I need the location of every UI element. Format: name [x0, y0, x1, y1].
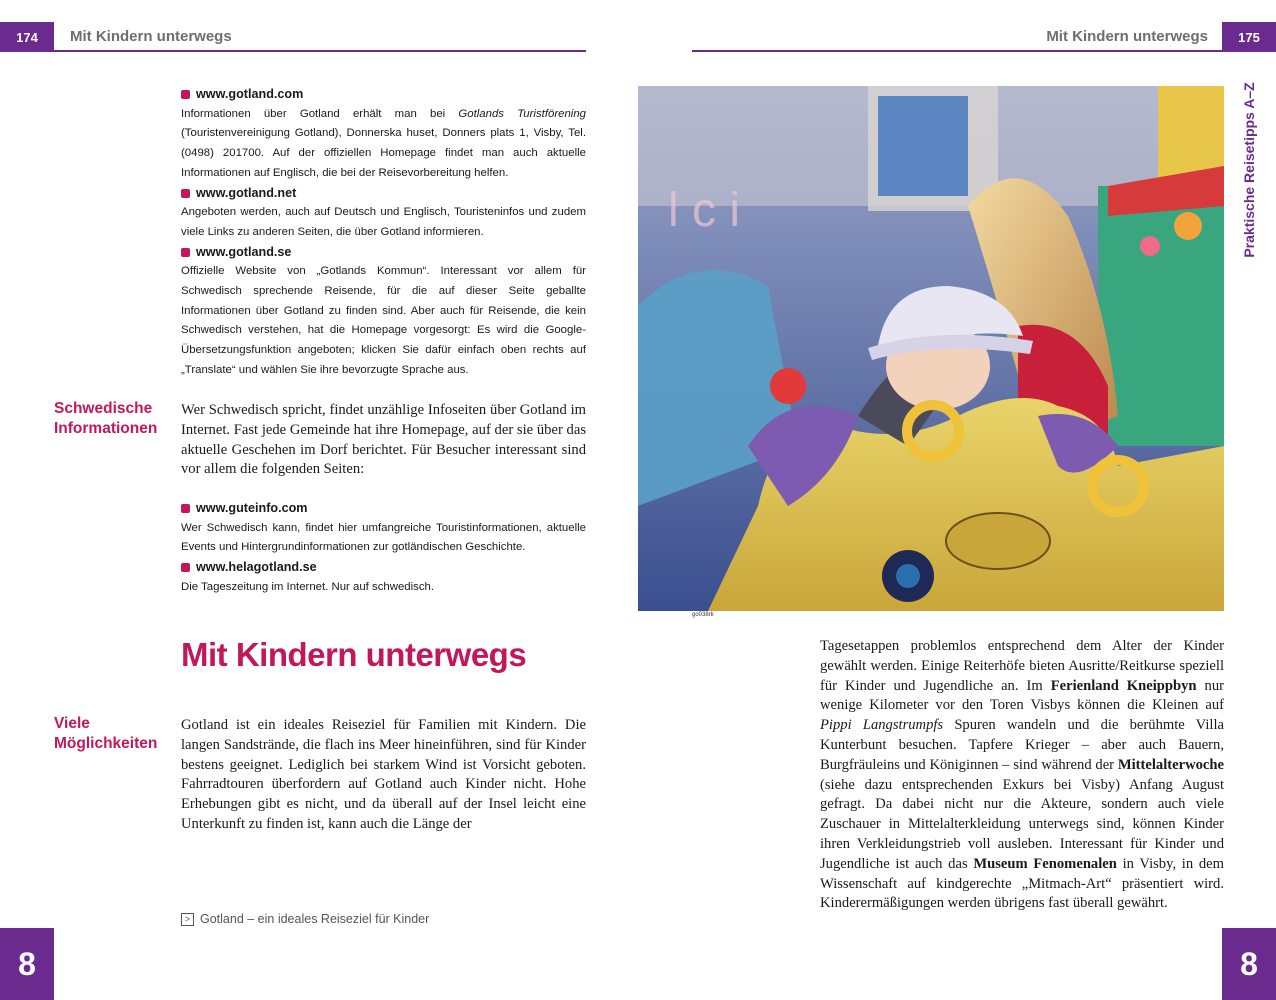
entry-title[interactable]: www.gotland.com — [196, 87, 304, 101]
page-number-left: 174 — [0, 22, 54, 52]
right-body-paragraph: Tagesetappen problemlos entsprechend dem Alter der Kinder gewählt werden. Einige Reiterhöfe bieten Ausritte/Reitkurse speziell für Kinder und Jugendliche an. Im Ferienland Kneippbyn nur wenige Kilometer vor den Toren Visbys können die Kleinen auf Pippi Langstrumpfs Spuren wandeln und die berühmte Villa Kunterbunt besuchen. Tapfere Krieger – aber auch Bauern, Burgfräuleins und Königinnen – sind während der Mittelalterwoche (siehe dazu entsprechenden Exkurs bei Visby) Anfang August gefragt. Da dabei nicht nur die Akteure, sondern auch viele Zuschauer in Mittelalterkleidung unterwegs sind, können Kinder ihren Verkleidungstrieb voll ausleben. Interessant für Kinder und Jugendliche ist auch das Museum Fenomenalen in Visby, in dem Wissenschaft auf kindgerechte „Mitmach-Art“ präsentiert wird. Kinderermäßigungen werden übrigens fast überall gewährt. — [820, 638, 1225, 912]
photo-child-carousel — [638, 86, 1224, 611]
entry-title[interactable]: www.gotland.se — [196, 244, 292, 259]
entry-gotland-se — [181, 243, 586, 381]
entry-gotland-com — [181, 85, 586, 184]
running-head-right: Mit Kindern unterwegs — [1046, 28, 1208, 45]
svg-text:l c i: l c i — [668, 184, 740, 237]
website-list-bottom — [181, 499, 586, 598]
chapter-tab-right: 8 — [1222, 928, 1276, 1000]
entry-text: Angeboten werden, auch auf Deutsch und Englisch, Touristeninfos und zudem viele Links zu anderen Seiten, die über Gotland informieren. — [181, 206, 586, 238]
chapter-tab-left: 8 — [0, 928, 54, 1000]
header-rule-left — [54, 50, 586, 52]
side-label-schwedische: Schwedische Informationen — [54, 400, 158, 437]
entry-title[interactable]: www.guteinfo.com — [196, 501, 308, 515]
bullet-icon — [181, 563, 190, 572]
running-head-left: Mit Kindern unterwegs — [70, 28, 232, 45]
vertical-section-label: Praktische Reisetipps A–Z — [1241, 82, 1257, 258]
entry-text: Die Tageszeitung im Internet. Nur auf schwedisch. — [181, 580, 435, 593]
section-title: Mit Kindern unterwegs — [181, 636, 527, 673]
entry-title[interactable]: www.gotland.net — [196, 185, 297, 200]
bullet-icon — [181, 504, 190, 513]
side-label-viele: Viele Möglichkeiten — [54, 715, 158, 752]
schwedische-paragraph: Wer Schwedisch spricht, findet unzählige Infoseiten über Gotland im Internet. Fast jede Gemeinde hat ihre Homepage, auf der sie über das aktuelle Geschehen im Dorf berichtet. Für Besucher interessant sind vor allem die folgenden Seiten: — [181, 402, 586, 478]
bullet-icon — [181, 189, 190, 198]
website-list-top — [181, 85, 586, 381]
entry-title[interactable]: www.helagotland.se — [196, 560, 317, 575]
bullet-icon — [181, 90, 190, 99]
photo-credit: go038rk — [692, 612, 714, 618]
crossref-text[interactable]: Gotland – ein ideales Reiseziel für Kinder — [200, 912, 430, 926]
entry-helagotland — [181, 558, 586, 597]
entry-text: Informationen über Gotland erhält man bei Gotlands Turistförening (Touristenvereinigung Gotland), Donnerska huset, Donners plats 1, Visby, Tel. (0498) 201700. Auf der offiziellen Homepage findet man auch aktuelle Informationen auf Englisch, die bei der Reisevorbereitung helfen. — [181, 107, 586, 179]
arrow-box-icon: > — [181, 913, 194, 926]
entry-gotland-net — [181, 184, 586, 243]
photo-illustration — [638, 86, 1224, 611]
viele-paragraph: Gotland ist ein ideales Reiseziel für Familien mit Kindern. Die langen Sandstrände, die flach ins Meer hineinführen, sind für Kinder bestens geeignet. Lediglich bei starkem Wind ist Vorsicht geboten. Fahrradtouren überfordern auf Gotland auch Kinder nicht. Hohe Erhebungen gibt es nicht, und da überall auf der Insel leicht eine Unterkunft zu finden ist, kann auch die Länge der — [181, 717, 586, 832]
entry-text: Wer Schwedisch kann, findet hier umfangreiche Touristinformationen, aktuelle Events und Hintergrundinformationen zur gotländischen Geschichte. — [181, 521, 586, 554]
header-rule-right — [692, 50, 1224, 52]
entry-text: Offizielle Website von „Gotlands Kommun“. Interessant vor allem für Schwedisch sprechende Reisende, für die auf dieser Seite geballte Informationen über Gotland zu finden sind. Aber auch für Reisende, die kein Schwedisch verstehen, hat die Homepage vorgesorgt: Es wird die Google-Übersetzungsfunktion angeboten; klicken Sie dafür einfach oben rechts auf „Translate“ und wählen Sie ihre bevorzugte Sprache aus. — [181, 265, 586, 376]
entry-guteinfo — [181, 499, 586, 558]
bullet-icon — [181, 248, 190, 257]
page-number-right: 175 — [1222, 22, 1276, 52]
crossref[interactable] — [181, 912, 429, 926]
